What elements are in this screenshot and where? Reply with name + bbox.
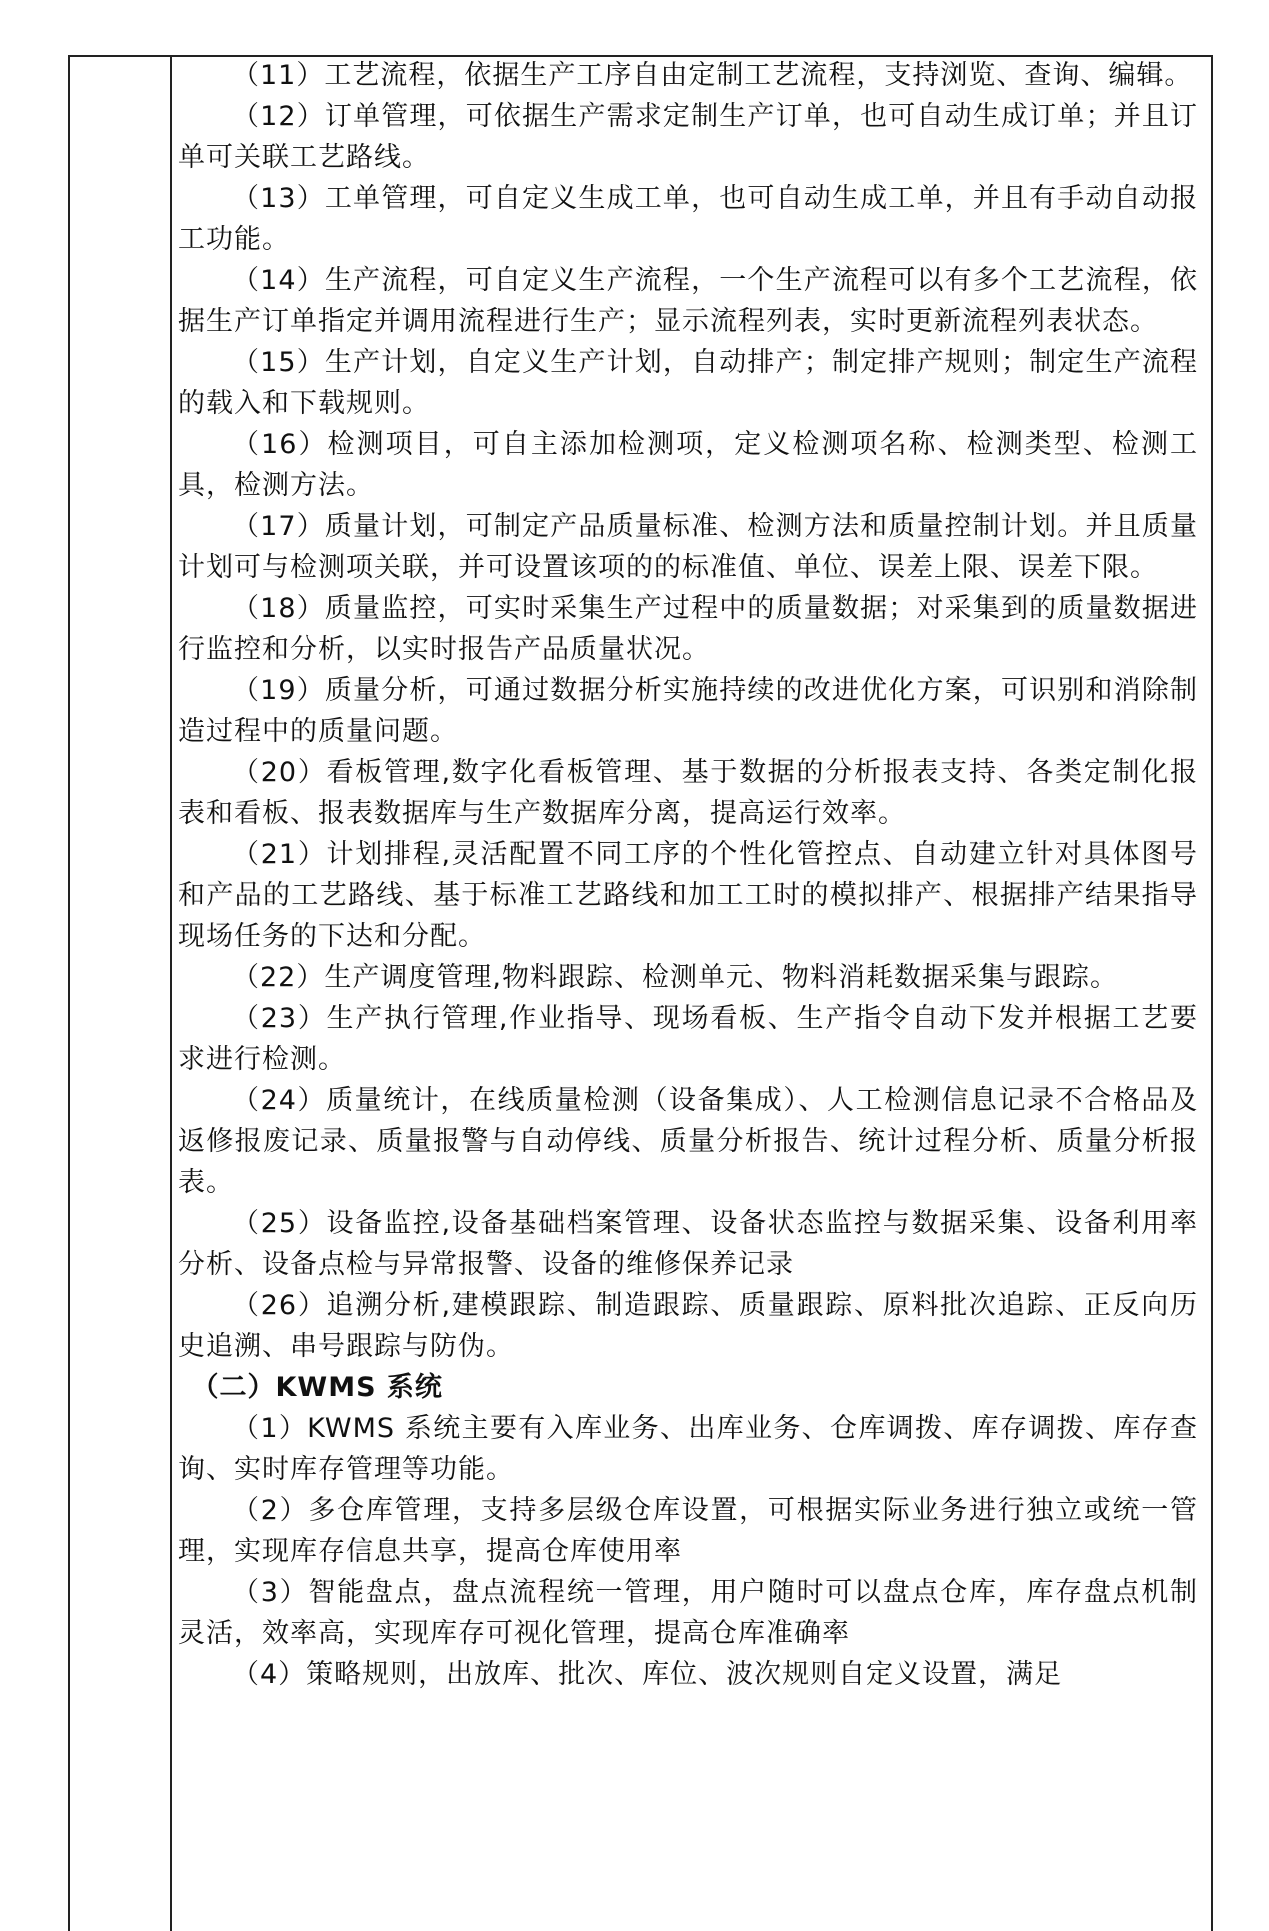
list-item: （11）工艺流程，依据生产工序自由定制工艺流程，支持浏览、查询、编辑。 — [232, 60, 1193, 91]
list-item: （16）检测项目，可自主添加检测项，定义检测项名称、检测类型、检测工具，检测方法。 — [178, 429, 1198, 501]
list-item: （14）生产流程，可自定义生产流程，一个生产流程可以有多个工艺流程，依据生产订单指定并调用流程进行生产；显示流程列表，实时更新流程列表状态。 — [178, 265, 1198, 337]
column-divider — [170, 57, 172, 1931]
list-item: （23）生产执行管理,作业指导、现场看板、生产指令自动下发并根据工艺要求进行检测。 — [178, 1003, 1198, 1075]
list-item: （22）生产调度管理,物料跟踪、检测单元、物料消耗数据采集与跟踪。 — [232, 962, 1118, 993]
list-item: （2）多仓库管理，支持多层级仓库设置，可根据实际业务进行独立或统一管理，实现库存信息共享，提高仓库使用率 — [178, 1495, 1198, 1567]
list-item: （21）计划排程,灵活配置不同工序的个性化管控点、自动建立针对具体图号和产品的工艺路线、基于标准工艺路线和加工工时的模拟排产、根据排产结果指导现场任务的下达和分配。 — [178, 839, 1198, 952]
list-item: （17）质量计划，可制定产品质量标准、检测方法和质量控制计划。并且质量计划可与检测项关联，并可设置该项的的标准值、单位、误差上限、误差下限。 — [178, 511, 1198, 583]
list-item: （12）订单管理，可依据生产需求定制生产订单，也可自动生成订单；并且订单可关联工艺路线。 — [178, 101, 1198, 173]
section-heading: （二）KWMS 系统 — [191, 1372, 443, 1403]
list-item: （25）设备监控,设备基础档案管理、设备状态监控与数据采集、设备利用率分析、设备点检与异常报警、设备的维修保养记录 — [178, 1208, 1198, 1280]
list-item: （19）质量分析，可通过数据分析实施持续的改进优化方案，可识别和消除制造过程中的质量问题。 — [178, 675, 1198, 747]
list-item: （24）质量统计，在线质量检测（设备集成）、人工检测信息记录不合格品及返修报废记录、质量报警与自动停线、质量分析报告、统计过程分析、质量分析报表。 — [178, 1085, 1198, 1198]
list-item: （13）工单管理，可自定义生成工单，也可自动生成工单，并且有手动自动报工功能。 — [178, 183, 1198, 255]
list-item: （1）KWMS 系统主要有入库业务、出库业务、仓库调拨、库存调拨、库存查询、实时库存管理等功能。 — [178, 1413, 1198, 1485]
list-item: （3）智能盘点，盘点流程统一管理，用户随时可以盘点仓库，库存盘点机制灵活，效率高，实现库存可视化管理，提高仓库准确率 — [178, 1577, 1198, 1649]
list-item: （20）看板管理,数字化看板管理、基于数据的分析报表支持、各类定制化报表和看板、报表数据库与生产数据库分离，提高运行效率。 — [178, 757, 1198, 829]
list-item: （26）追溯分析,建模跟踪、制造跟踪、质量跟踪、原料批次追踪、正反向历史追溯、串号跟踪与防伪。 — [178, 1290, 1198, 1362]
list-item: （15）生产计划，自定义生产计划，自动排产；制定排产规则；制定生产流程的载入和下载规则。 — [178, 347, 1198, 419]
list-item: （18）质量监控，可实时采集生产过程中的质量数据；对采集到的质量数据进行监控和分析，以实时报告产品质量状况。 — [178, 593, 1198, 665]
list-item: （4）策略规则，出放库、批次、库位、波次规则自定义设置，满足 — [232, 1659, 1063, 1690]
content-cell — [178, 55, 1198, 1695]
